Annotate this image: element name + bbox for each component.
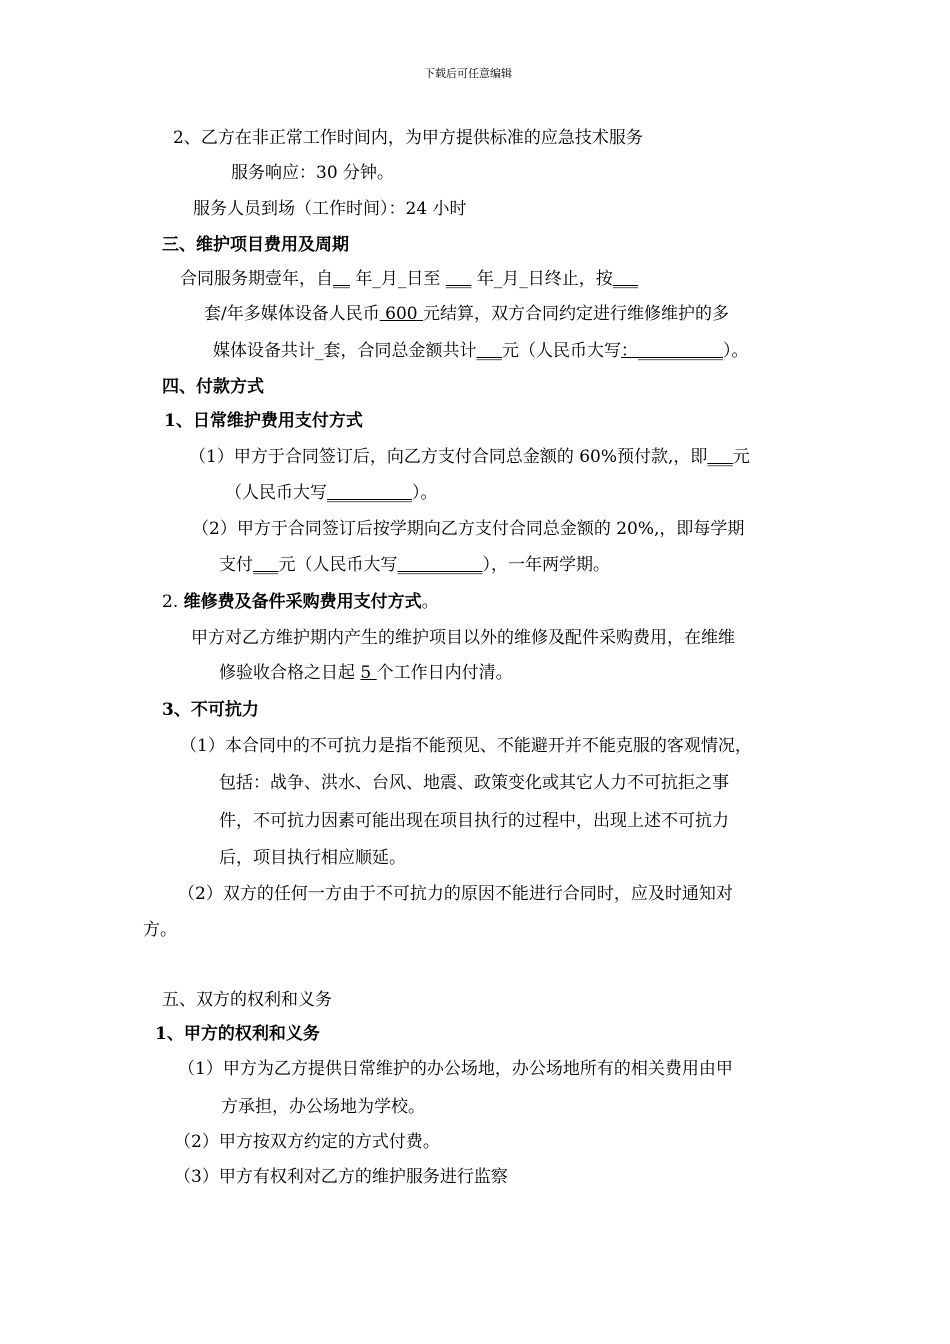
text: ），一年两学期。 xyxy=(482,555,610,575)
blank: ：__________ xyxy=(621,341,723,361)
blank: ___ xyxy=(445,269,472,289)
force-majeure-clause-2-cont: 方。 xyxy=(143,920,177,940)
page-header-note: 下载后可任意编辑 xyxy=(424,67,512,80)
text: 维修费及备件采购费用支付方式 xyxy=(183,592,422,612)
days-value: 5 xyxy=(360,663,377,683)
blank: __________ xyxy=(397,555,483,575)
text: 年_月_日终止，按 xyxy=(471,269,613,289)
price-per-set-line xyxy=(204,303,729,325)
force-majeure-clause-1-cont: 后，项目执行相应顺延。 xyxy=(219,848,406,868)
contract-period-line xyxy=(180,268,638,290)
text: （1）甲方于合同签订后，向乙方支付合同总金额的 60%预付款,，即 xyxy=(189,447,708,467)
service-response-time: 服务响应：30 分钟。 xyxy=(231,163,395,183)
text: （人民币大写 xyxy=(225,483,327,503)
text: 套/年多媒体设备人民币 xyxy=(204,304,380,324)
party-a-right-3: （3）甲方有权利对乙方的维护服务进行监察 xyxy=(174,1167,508,1187)
force-majeure-clause-1-cont: 包括：战争、洪水、台风、地震、政策变化或其它人力不可抗拒之事 xyxy=(219,773,729,793)
text: 支付 xyxy=(219,555,253,575)
blank: ___ xyxy=(707,447,733,467)
blank: ___ xyxy=(253,555,279,575)
section-3-heading: 三、维护项目费用及周期 xyxy=(162,235,349,255)
blank: ___ xyxy=(476,341,502,361)
party-a-rights-heading: 1、甲方的权利和义务 xyxy=(155,1024,320,1044)
text: 2. xyxy=(162,592,184,612)
text: 元（人民币大写 xyxy=(278,555,398,575)
prepayment-line xyxy=(189,446,750,468)
semester-payment-amount xyxy=(219,554,610,576)
party-a-right-1-cont: 方承担，办公场地为学校。 xyxy=(221,1097,425,1117)
section-4-heading: 四、付款方式 xyxy=(162,377,264,397)
price-value: 600 xyxy=(379,304,423,324)
text: 元结算，双方合同约定进行维修维护的多 xyxy=(423,304,729,324)
force-majeure-clause-1: （1）本合同中的不可抗力是指不能预见、不能避开并不能克服的客观情况， xyxy=(180,736,752,756)
force-majeure-clause-2: （2）双方的任何一方由于不可抗力的原因不能进行合同时，应及时通知对 xyxy=(178,884,733,904)
blank: __ xyxy=(333,269,350,289)
repair-payment-deadline xyxy=(219,662,513,684)
text: 个工作日内付清。 xyxy=(376,663,513,683)
repair-payment-heading xyxy=(162,591,439,613)
semester-payment-line: （2）甲方于合同签订后按学期向乙方支付合同总金额的 20%,，即每学期 xyxy=(192,519,745,539)
clause-2-emergency-service: 2、乙方在非正常工作时间内，为甲方提供标准的应急技术服务 xyxy=(173,128,643,148)
text: 合同服务期壹年，自 xyxy=(180,269,333,289)
blank: ___ xyxy=(612,269,639,289)
blank: __________ xyxy=(327,483,412,503)
text: 年_月_日至 xyxy=(350,269,446,289)
text: ）。 xyxy=(723,341,749,361)
force-majeure-clause-1-cont: 件，不可抗力因素可能出现在项目执行的过程中，出现上述不可抗力 xyxy=(219,811,729,831)
daily-maintenance-payment-heading: 1、日常维护费用支付方式 xyxy=(164,411,363,431)
text: 。 xyxy=(421,592,439,612)
force-majeure-heading: 3、不可抗力 xyxy=(162,700,259,720)
text: 元 xyxy=(732,447,750,467)
text: 修验收合格之日起 xyxy=(219,663,361,683)
staff-arrival-time: 服务人员到场（工作时间）：24 小时 xyxy=(193,199,467,219)
text: 五、双方的权利和义务 xyxy=(162,990,332,1010)
section-5-heading xyxy=(162,989,332,1011)
repair-payment-text: 甲方对乙方维护期内产生的维护项目以外的维修及配件采购费用，在维维 xyxy=(191,628,735,648)
total-amount-line xyxy=(213,340,749,362)
text: 媒体设备共计_套，合同总金额共计 xyxy=(213,341,477,361)
text: 元（人民币大写 xyxy=(502,341,621,361)
text: ）。 xyxy=(412,483,438,503)
party-a-right-1: （1）甲方为乙方提供日常维护的办公场地，办公场地所有的相关费用由甲 xyxy=(178,1059,733,1079)
party-a-right-2: （2）甲方按双方约定的方式付费。 xyxy=(174,1132,440,1152)
prepayment-amount-words xyxy=(225,482,438,504)
